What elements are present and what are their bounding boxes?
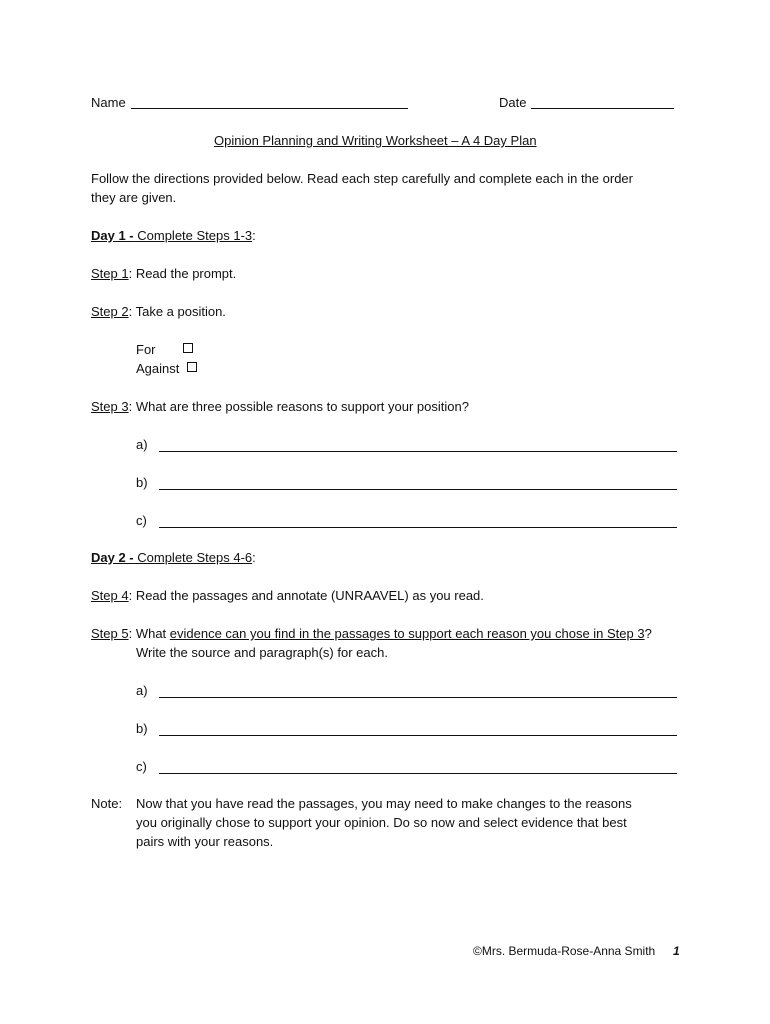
step3-item-c-field[interactable] [159,527,677,528]
intro-line-2: they are given. [91,190,177,205]
intro-line-1: Follow the directions provided below. Read each step carefully and complete each in the order [91,171,633,186]
step3-item-a-label: a) [136,437,148,452]
day1-label: Day 1 - [91,228,134,243]
day2-heading [91,550,256,565]
date-label: Date [499,95,527,110]
step4 [91,588,484,603]
worksheet-title: Opinion Planning and Writing Worksheet – A 4 Day Plan [214,133,537,148]
day2-suffix: : [252,550,256,565]
option-for-label: For [136,342,156,357]
step3-item-a-field[interactable] [159,451,677,452]
note-line-3: pairs with your reasons. [136,834,274,849]
step3-text: : What are three possible reasons to support your position? [128,399,469,414]
step5-item-c-field[interactable] [159,773,677,774]
step1-label: Step 1 [91,266,129,281]
step1 [91,266,236,281]
note-label: Note: [91,796,123,811]
day1-heading [91,228,256,243]
step2 [91,304,226,319]
day2-label: Day 2 - [91,550,134,565]
step5-item-b-field[interactable] [159,735,677,736]
day2-text: Complete Steps 4-6 [133,550,253,565]
option-for-checkbox[interactable] [183,343,193,353]
step5-line-2: Write the source and paragraph(s) for each. [136,645,388,660]
step5-item-b-label: b) [136,721,148,736]
step5-text-b: ? [644,626,652,641]
step5 [91,626,652,641]
step3-item-b-field[interactable] [159,489,677,490]
day1-suffix: : [252,228,256,243]
step5-item-a-label: a) [136,683,148,698]
day1-text: Complete Steps 1-3 [133,228,253,243]
step1-text: : Read the prompt. [128,266,237,281]
step5-text-underlined: evidence can you find in the passages to support each reason you chose in Step 3 [169,626,645,641]
step4-text: : Read the passages and annotate (UNRAAVEL) as you read. [128,588,484,603]
step4-label: Step 4 [91,588,129,603]
page-number: 1 [673,944,680,958]
step3-label: Step 3 [91,399,129,414]
option-against-checkbox[interactable] [187,362,197,372]
step2-label: Step 2 [91,304,129,319]
step5-item-a-field[interactable] [159,697,677,698]
name-field[interactable] [131,108,408,109]
step5-item-c-label: c) [136,759,147,774]
option-against-label: Against [136,361,180,376]
footer-copyright: ©Mrs. Bermuda-Rose-Anna Smith [473,944,656,958]
step3-item-b-label: b) [136,475,148,490]
step5-label: Step 5 [91,626,129,641]
step3-item-c-label: c) [136,513,147,528]
name-label: Name [91,95,126,110]
step2-text: : Take a position. [128,304,226,319]
date-field[interactable] [531,108,674,109]
step3 [91,399,469,414]
note-line-2: you originally chose to support your opinion. Do so now and select evidence that best [136,815,627,830]
note-line-1: Now that you have read the passages, you may need to make changes to the reasons [136,796,632,811]
step5-text-a: : What [128,626,170,641]
